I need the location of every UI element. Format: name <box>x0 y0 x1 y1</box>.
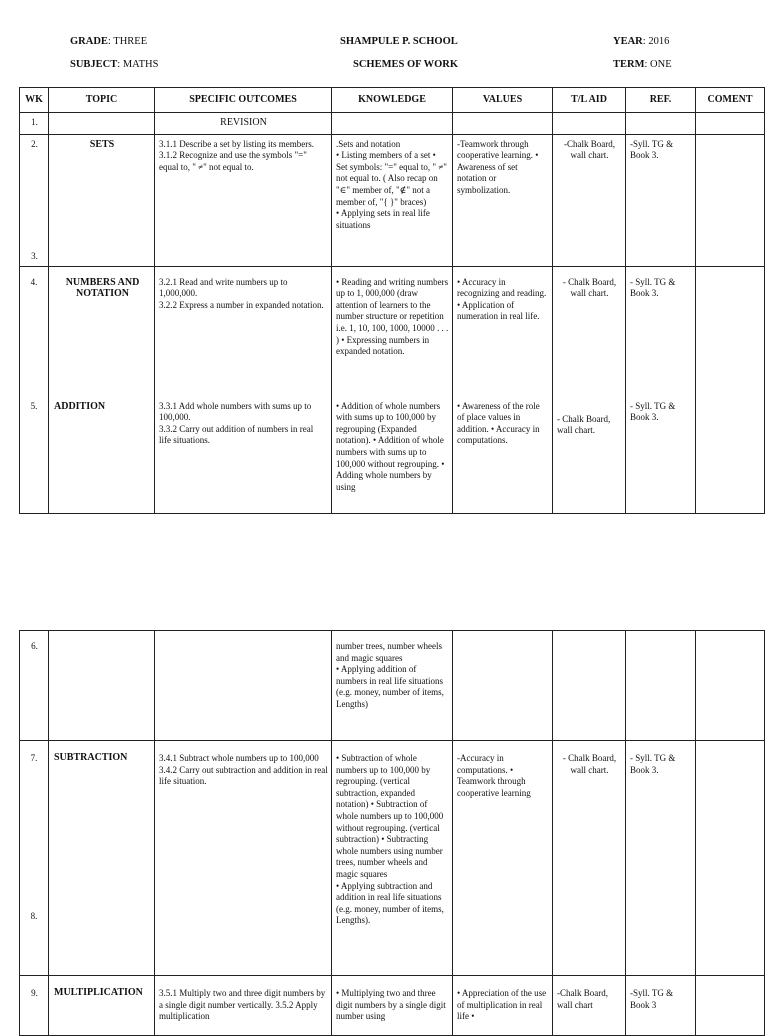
outcomes-cell: 3.2.1 Read and write numbers up to 1,000,000. 3.2.2 Express a number in expanded notation. <box>159 276 324 310</box>
ref-cell: - Syll. TG & Book 3. <box>626 741 696 976</box>
values-cell: • Accuracy in recognizing and reading. • Application of numeration in real life. <box>457 276 547 322</box>
scheme-table-page-1 <box>19 87 765 514</box>
values-cell: • Appreciation of the use of multiplication in real life • <box>453 976 553 1036</box>
scheme-table-page-2 <box>19 630 765 1036</box>
knowledge-cell: • Subtraction of whole numbers up to 100,000 by regrouping. (vertical subtraction, expanded notation) • Subtraction of whole numbers up to 100,000 without regrouping. (vertical subtraction) • Subtracting whole numbers using number trees, number wheels and magic squares • Applying subtraction and addition in real life situations (e.g. money, number of items, Lengths). <box>332 741 453 976</box>
aid-cell: - Chalk Board, wall chart. <box>557 413 611 436</box>
knowledge-cell: number trees, number wheels and magic squares • Applying addition of numbers in real life situations (e.g. money, number of items, Lengths) <box>332 631 453 741</box>
comment-cell <box>696 266 765 513</box>
week-number: 9. <box>20 976 49 1036</box>
col-header-aid: T/L AID <box>553 88 626 113</box>
col-header-outcomes: SPECIFIC OUTCOMES <box>155 88 332 113</box>
table-row-multiplication <box>20 976 765 1036</box>
outcomes-cell: 3.5.1 Multiply two and three digit numbers by a single digit number vertically. 3.5.2 Apply multiplication <box>155 976 332 1036</box>
values-cell: • Awareness of the role of place values in addition. • Accuracy in computations. <box>457 400 540 446</box>
week-number: 2. <box>31 138 38 149</box>
knowledge-cell: • Reading and writing numbers up to 1, 000,000 (draw attention of learners to the number structure or repetition i.e. 1, 10, 100, 1000, 10000 . . . ) • Expressing numbers in expanded notation. <box>336 276 449 357</box>
term-label: TERM <box>613 59 645 70</box>
table-row-addition-continued <box>20 631 765 741</box>
knowledge-cell: • Addition of whole numbers with sums up to 100,000 by regrouping (Expanded notation). • Addition of whole numbers with sums up to 100,000 without regrouping. • Adding whole numbers by using <box>336 400 445 492</box>
topic-cell: SUBTRACTION <box>49 741 155 976</box>
col-header-knowledge: KNOWLEDGE <box>332 88 453 113</box>
topic-cell: ADDITION <box>54 400 106 412</box>
col-header-topic: TOPIC <box>49 88 155 113</box>
outcomes-cell: 3.1.1 Describe a set by listing its members. 3.1.2 Recognize and use the symbols "=" equal to, " ≠" not equal to. <box>155 134 332 266</box>
knowledge-cell: • Multiplying two and three digit numbers by a single digit number using <box>332 976 453 1036</box>
year-label: YEAR <box>613 36 643 47</box>
scheme-title: SCHEMES OF WORK <box>353 59 459 70</box>
ref-cell: - Syll. TG & Book 3. <box>630 400 676 423</box>
grade-line: GRADE: THREE <box>70 36 148 47</box>
col-header-values: VALUES <box>453 88 553 113</box>
revision-label: REVISION <box>155 112 332 134</box>
year-line: YEAR: 2016 <box>613 36 670 47</box>
comment-cell <box>696 741 765 976</box>
col-header-comment: COMENT <box>696 88 765 113</box>
values-cell: -Accuracy in computations. • Teamwork through cooperative learning <box>453 741 553 976</box>
table-row-sets <box>20 134 765 266</box>
column-header-row <box>20 88 765 113</box>
table-row-revision <box>20 112 765 134</box>
outcomes-cell: 3.3.1 Add whole numbers with sums up to 100,000. 3.3.2 Carry out addition of numbers in real life situations. <box>159 400 314 446</box>
year-value: 2016 <box>648 36 670 47</box>
aid-cell: -Chalk Board, wall chart. <box>553 134 626 266</box>
week-number: 5. <box>30 400 38 411</box>
topic-cell: MULTIPLICATION <box>49 976 155 1036</box>
aid-cell: - Chalk Board, wall chart. <box>562 276 617 299</box>
aid-cell: - Chalk Board, wall chart. <box>553 741 626 976</box>
term-value: ONE <box>650 59 672 70</box>
ref-cell: -Syll. TG & Book 3 <box>626 976 696 1036</box>
comment-cell <box>696 976 765 1036</box>
col-header-ref: REF. <box>626 88 696 113</box>
topic-cell: NUMBERS AND NOTATION <box>65 276 140 300</box>
subject-line: SUBJECT: MATHS <box>70 59 159 70</box>
week-number: 1. <box>20 112 49 134</box>
comment-cell <box>696 134 765 266</box>
topic-cell: SETS <box>49 134 155 266</box>
school-name: SHAMPULE P. SCHOOL <box>340 36 458 47</box>
ref-cell: -Syll. TG & Book 3. <box>626 134 696 266</box>
table-row-subtraction <box>20 741 765 976</box>
outcomes-cell: 3.4.1 Subtract whole numbers up to 100,000 3.4.2 Carry out subtraction and addition in real life situation. <box>155 741 332 976</box>
table-row-numbers-addition <box>20 266 765 513</box>
knowledge-cell: .Sets and notation • Listing members of a set • Set symbols: "=" equal to, " ≠" not equal to. ( Also recap on "∈" member of, "∉" not a member of, "{ }" braces) • Applying sets in real life situations <box>332 134 453 266</box>
week-number: 4. <box>30 276 38 287</box>
subject-value: MATHS <box>122 59 159 70</box>
week-number: 7. <box>30 753 38 763</box>
col-header-wk: WK <box>20 88 49 113</box>
values-cell: -Teamwork through cooperative learning. • Awareness of set notation or symbolization. <box>453 134 553 266</box>
subject-label: SUBJECT <box>70 59 118 70</box>
grade-label: GRADE <box>70 36 108 47</box>
week-number: 6. <box>20 631 49 741</box>
grade-value: THREE <box>113 36 148 47</box>
aid-cell: -Chalk Board, wall chart <box>553 976 626 1036</box>
week-number: 3. <box>31 251 38 261</box>
term-line: TERM: ONE <box>613 59 672 70</box>
week-number: 8. <box>30 911 38 921</box>
ref-cell: - Syll. TG & Book 3. <box>630 276 676 299</box>
